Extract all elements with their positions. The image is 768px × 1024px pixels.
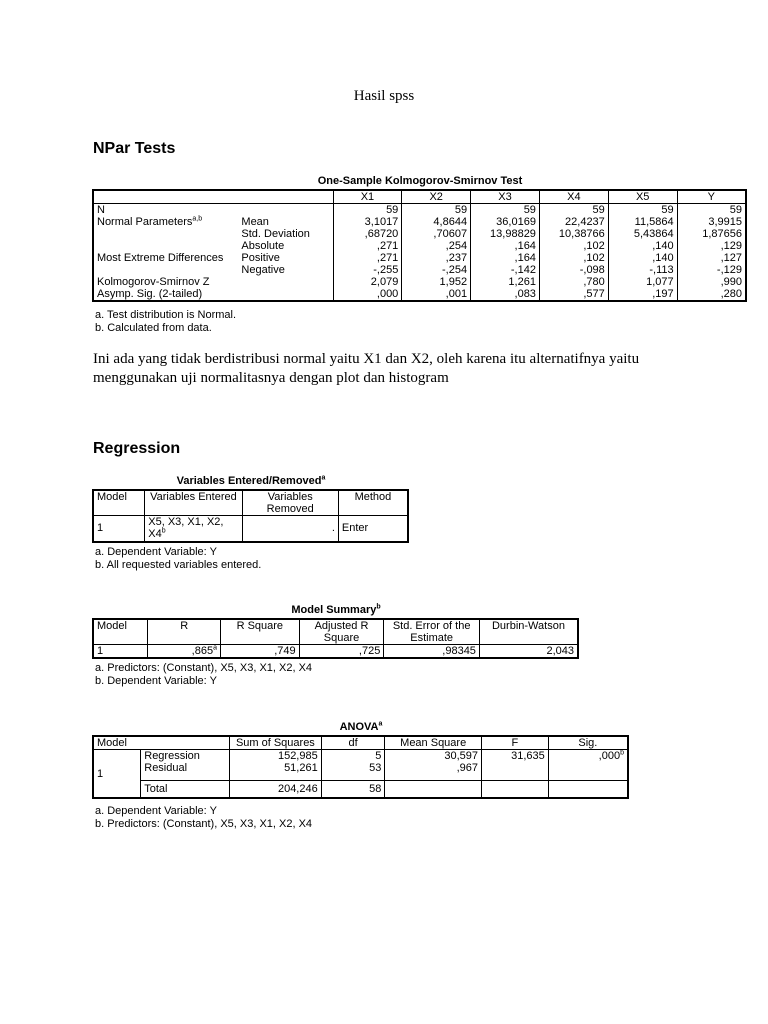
ks-row-label-sup: a,b (192, 215, 203, 223)
ms-title-text: Model Summary (291, 604, 377, 616)
ks-value-cell: ,129 (720, 240, 742, 252)
ks-value-cell: ,000 (333, 288, 402, 301)
table-row (93, 228, 746, 240)
ver-note-b: b. All requested variables entered. (95, 559, 262, 571)
anova-ms: 30,597 (385, 750, 482, 763)
ver-header-removed: Variables Removed (242, 490, 338, 516)
ms-title-sup: b (376, 603, 381, 611)
ms-header-row (93, 619, 578, 645)
interpretation-paragraph (93, 350, 753, 388)
ver-notes (95, 546, 261, 572)
ks-row-label (93, 204, 238, 217)
ks-value-cell: ,140 (608, 240, 677, 252)
anova-sig-value: ,000 (598, 750, 621, 762)
ver-entered (145, 516, 242, 542)
ks-value-cell: 2,079 (333, 276, 402, 288)
ver-model: 1 (93, 516, 145, 542)
ks-col-header: X1 (333, 190, 402, 204)
anova-table (92, 735, 629, 799)
ks-row-label (93, 216, 238, 228)
ks-col-header: Y (707, 191, 715, 203)
ks-row-label (93, 276, 238, 288)
table-row (93, 750, 628, 763)
ks-value-cell: 1,87656 (702, 228, 742, 240)
ver-title-sup: a (321, 474, 326, 482)
ver-method: Enter (338, 516, 408, 542)
ks-value-cell: ,140 (608, 252, 677, 264)
ms-header-r: R (148, 619, 221, 645)
model-summary-table (92, 618, 579, 659)
ks-value-cell: ,164 (471, 240, 540, 252)
ks-notes (95, 309, 236, 335)
ks-value-cell: ,780 (539, 276, 608, 288)
anova-note-b: b. Predictors: (Constant), X5, X3, X1, X2, X4 (95, 818, 313, 830)
anova-df: 5 (321, 750, 385, 763)
paragraph-line-2: menggunakan uji normalitasnya dengan plot dan histogram (93, 370, 449, 386)
anova-sig-sup: b (620, 749, 624, 757)
ms-header-adj: Adjusted R Square (299, 619, 384, 645)
ks-value-cell: 59 (608, 204, 677, 217)
ks-value-cell: ,271 (333, 240, 402, 252)
ks-value-cell: 4,8644 (402, 216, 471, 228)
table-row (93, 264, 746, 276)
ks-table (92, 189, 747, 302)
ks-header-row (93, 190, 746, 204)
ver-entered-sup: b (161, 527, 166, 535)
ks-value-cell: ,164 (471, 252, 540, 264)
ks-value-cell: ,271 (333, 252, 402, 264)
ks-table-title: One-Sample Kolmogorov-Smirnov Test (317, 175, 523, 187)
ks-value-cell: 5,43864 (608, 228, 677, 240)
ms-dw: 2,043 (479, 645, 578, 659)
anova-header-ms: Mean Square (385, 736, 482, 750)
ks-value-cell: 59 (471, 204, 540, 217)
ms-header-dw: Durbin-Watson (479, 619, 578, 645)
ks-row-sublabel: Std. Deviation (238, 228, 333, 240)
ks-value-cell: ,254 (402, 240, 471, 252)
ks-value-cell: 59 (402, 204, 471, 217)
anova-f (481, 762, 548, 781)
ks-value-cell: ,001 (402, 288, 471, 301)
ks-value-cell: ,577 (539, 288, 608, 301)
ks-value-cell: -,113 (608, 264, 677, 276)
ks-row-label (93, 228, 238, 240)
ks-row-label (93, 288, 238, 301)
ms-se: ,98345 (384, 645, 480, 659)
ks-col-header: X3 (471, 190, 540, 204)
anova-ss: 204,246 (230, 781, 322, 799)
ver-header-entered: Variables Entered (145, 490, 242, 516)
anova-row-label: Residual (141, 762, 230, 781)
ks-row-label-text: Asymp. Sig. (2-tailed) (97, 288, 203, 300)
ks-row-label (93, 240, 238, 252)
anova-table-title (93, 721, 629, 733)
ms-notes (95, 662, 312, 688)
ks-value-cell: ,280 (720, 288, 742, 300)
ks-row-sublabel: Mean (238, 216, 333, 228)
ks-row-label-text: Normal Parameters (97, 216, 193, 228)
ks-value-cell: 59 (333, 204, 402, 217)
ver-table-title (93, 475, 409, 487)
ks-row-label-text: N (97, 204, 105, 216)
ks-value-cell: -,142 (471, 264, 540, 276)
table-row (93, 288, 746, 301)
ks-value-cell: ,102 (539, 240, 608, 252)
ks-value-cell: ,127 (720, 252, 742, 264)
anova-ms: ,967 (385, 762, 482, 781)
paragraph-line-1: Ini ada yang tidak berdistribusi normal yaitu X1 dan X2, oleh karena itu alternatifnya yaitu (93, 351, 640, 367)
ms-note-a: a. Predictors: (Constant), X5, X3, X1, X2, X4 (95, 662, 313, 674)
ms-note-b: b. Dependent Variable: Y (95, 675, 217, 687)
ks-row-sublabel: Positive (238, 252, 333, 264)
ks-row-sublabel: Absolute (238, 240, 333, 252)
ver-title-text: Variables Entered/Removed (176, 475, 322, 487)
table-row (93, 240, 746, 252)
ks-row-label (93, 252, 238, 264)
table-row (93, 762, 628, 781)
ks-row-sublabel (238, 276, 333, 288)
ms-r-value: ,865 (191, 645, 214, 657)
ks-value-cell: 11,5864 (608, 216, 677, 228)
ms-model: 1 (93, 645, 148, 659)
anova-header-sig: Sig. (548, 736, 628, 750)
anova-f (481, 781, 548, 799)
anova-sig (548, 762, 628, 781)
anova-row-label: Regression (141, 750, 230, 763)
ms-r-sup: a (213, 644, 217, 652)
ks-value-cell: ,237 (402, 252, 471, 264)
anova-notes (95, 805, 312, 831)
section-heading-npar: NPar Tests (93, 140, 176, 157)
ms-table-title (93, 604, 579, 616)
ver-header-row (93, 490, 408, 516)
ks-row-label (93, 264, 238, 276)
ks-value-cell: -,098 (539, 264, 608, 276)
ks-value-cell: ,68720 (333, 228, 402, 240)
anova-f: 31,635 (481, 750, 548, 763)
ms-adj: ,725 (299, 645, 384, 659)
anova-sig (548, 750, 628, 763)
table-row (93, 516, 408, 542)
ks-value-cell: ,102 (539, 252, 608, 264)
ks-col-header: X2 (402, 190, 471, 204)
ks-row-sublabel (238, 204, 333, 217)
ks-note-b: b. Calculated from data. (95, 322, 212, 334)
ks-value-cell: ,083 (471, 288, 540, 301)
ks-value-cell: 59 (729, 204, 742, 216)
ks-value-cell: ,70607 (402, 228, 471, 240)
ver-note-a: a. Dependent Variable: Y (95, 546, 217, 558)
ks-value-cell: -,255 (333, 264, 402, 276)
anova-df: 58 (321, 781, 385, 799)
ks-value-cell: 3,1017 (333, 216, 402, 228)
table-row (93, 216, 746, 228)
anova-title-text: ANOVA (339, 721, 379, 733)
ver-header-method: Method (338, 490, 408, 516)
ks-value-cell: 1,952 (402, 276, 471, 288)
ms-r2: ,749 (220, 645, 299, 659)
anova-title-sup: a (378, 720, 383, 728)
ver-entered-line1: X5, X3, X1, X2, (148, 516, 224, 528)
ks-value-cell: 36,0169 (471, 216, 540, 228)
ks-col-header: X4 (539, 190, 608, 204)
anova-header-ss: Sum of Squares (230, 736, 322, 750)
ks-value-cell: -,254 (402, 264, 471, 276)
ks-value-cell: 3,9915 (708, 216, 742, 228)
anova-header-f: F (481, 736, 548, 750)
ks-value-cell: -,129 (716, 264, 742, 276)
anova-model: 1 (93, 750, 141, 799)
table-row (93, 645, 578, 659)
anova-sig (548, 781, 628, 799)
page-title: Hasil spss (353, 88, 415, 104)
ms-r (148, 645, 221, 659)
table-row (93, 276, 746, 288)
table-row (93, 252, 746, 264)
ks-row-label-text: Most Extreme Differences (97, 252, 224, 264)
ks-value-cell: 13,98829 (471, 228, 540, 240)
ks-row-label-text: Kolmogorov-Smirnov Z (97, 276, 210, 288)
section-heading-regression: Regression (93, 440, 181, 457)
anova-note-a: a. Dependent Variable: Y (95, 805, 217, 817)
ks-value-cell: 10,38766 (539, 228, 608, 240)
ms-header-r2: R Square (220, 619, 299, 645)
anova-header-df: df (321, 736, 385, 750)
ver-removed: . (242, 516, 338, 542)
anova-header-model: Model (93, 736, 230, 750)
table-row (93, 781, 628, 799)
anova-df: 53 (321, 762, 385, 781)
ks-row-sublabel (238, 288, 333, 301)
ks-col-header: X5 (608, 190, 677, 204)
ks-value-cell: 1,261 (471, 276, 540, 288)
ks-value-cell: 59 (539, 204, 608, 217)
ms-header-se: Std. Error of the Estimate (384, 619, 480, 645)
ks-value-cell: 22,4237 (539, 216, 608, 228)
ver-header-model: Model (93, 490, 145, 516)
ver-table (92, 489, 409, 543)
ks-row-sublabel: Negative (238, 264, 333, 276)
anova-ss: 51,261 (230, 762, 322, 781)
ks-note-a: a. Test distribution is Normal. (95, 309, 237, 321)
table-row (93, 204, 746, 217)
anova-ms (385, 781, 482, 799)
ks-value-cell: ,990 (720, 276, 742, 288)
ks-value-cell: 1,077 (608, 276, 677, 288)
anova-row-label: Total (141, 781, 230, 799)
ver-entered-line2: X4 (148, 528, 162, 540)
anova-header-row (93, 736, 628, 750)
ms-header-model: Model (93, 619, 148, 645)
ks-value-cell: ,197 (608, 288, 677, 301)
anova-ss: 152,985 (230, 750, 322, 763)
